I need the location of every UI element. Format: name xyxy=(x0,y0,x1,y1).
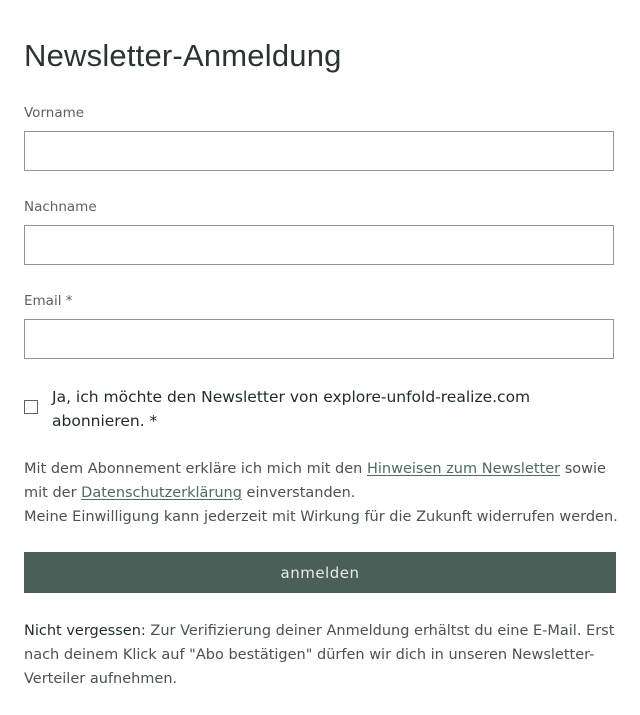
consent-text-2: sowie mit der xyxy=(24,461,606,501)
note-heading: Nicht vergessen: xyxy=(24,623,146,639)
last-name-label: Nachname xyxy=(24,199,97,215)
newsletter-info-link[interactable]: Hinweisen zum Newsletter xyxy=(366,461,561,477)
consent-text-1: Mit dem Abonnement erkläre ich mich mit den xyxy=(24,461,367,477)
email-label: Email * xyxy=(24,293,73,309)
consent-text xyxy=(24,457,624,529)
subscribe-checkbox[interactable] xyxy=(24,400,38,414)
email-field[interactable] xyxy=(24,319,614,359)
submit-button[interactable]: anmelden xyxy=(24,552,616,593)
privacy-policy-link[interactable]: Datenschutzerklärung xyxy=(81,485,242,501)
subscribe-checkbox-label: Ja, ich möchte den Newsletter von explore-unfold-realize.com abonnieren. * xyxy=(52,388,531,430)
consent-text-3: einverstanden. xyxy=(241,485,356,501)
consent-revocation-text: Meine Einwilligung kann jederzeit mit Wirkung für die Zukunft widerrufen werden. xyxy=(24,509,618,525)
page-title: Newsletter-Anmeldung xyxy=(24,38,342,73)
note-text: Zur Verifizierung deiner Anmeldung erhältst du eine E-Mail. Erst nach deinem Klick auf "Abo bestätigen" dürfen wir dich in unseren Newsletter-Verteiler aufnehmen. xyxy=(24,623,615,687)
last-name-field[interactable] xyxy=(24,225,614,265)
verification-note xyxy=(24,619,624,691)
first-name-label: Vorname xyxy=(24,105,85,121)
first-name-field[interactable] xyxy=(24,131,614,171)
